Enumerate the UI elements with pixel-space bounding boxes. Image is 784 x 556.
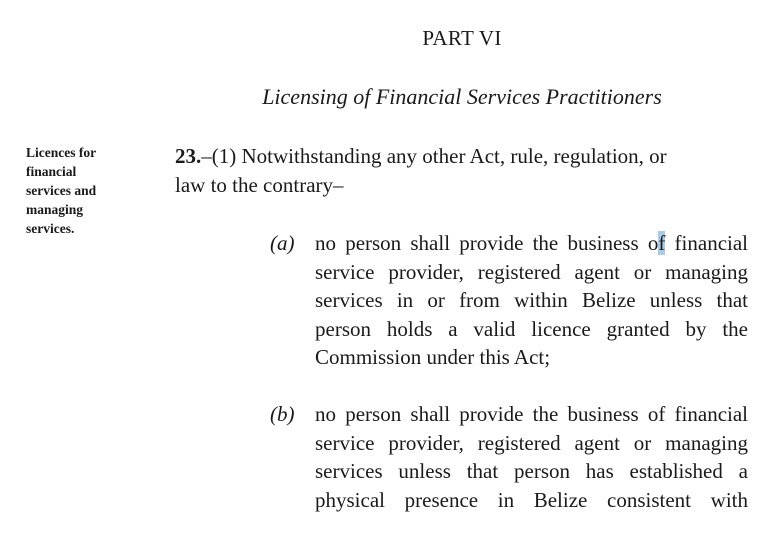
section-intro-line: law to the contrary– <box>175 173 344 197</box>
part-title: PART VI <box>422 26 502 50</box>
text-run: no person shall provide the business o <box>315 231 659 255</box>
section-intro-text: –(1) Notwithstanding any other Act, rule, regulation, or <box>201 144 667 168</box>
paragraph-text <box>315 400 748 514</box>
part-subtitle: Licensing of Financial Services Practitioners <box>262 84 662 109</box>
paragraph-label: (b) <box>270 402 295 426</box>
margin-note-line: financial <box>26 164 77 179</box>
paragraph-line: person holds a valid licence granted by the <box>315 316 748 341</box>
paragraph-line: service provider, registered agent or managing <box>315 430 748 455</box>
text-selection[interactable]: f <box>658 231 666 255</box>
paragraph-line <box>315 229 748 258</box>
paragraph-line: services unless that person has established a <box>315 459 748 483</box>
margin-note-line: Licences for <box>26 145 97 160</box>
margin-note-line: services and <box>26 183 97 198</box>
text-run: financial <box>665 231 749 255</box>
paragraph-line: no person shall provide the business of financial <box>315 402 748 426</box>
paragraph-line: service provider, registered agent or managing <box>315 259 748 284</box>
margin-note-line: services. <box>26 221 75 236</box>
section-23-intro <box>175 142 755 200</box>
paragraph-line: services in or from within Belize unless that <box>315 288 748 312</box>
section-intro-line <box>175 142 755 171</box>
margin-note-line: managing <box>26 202 84 217</box>
paragraph-label: (a) <box>270 231 295 255</box>
paragraph-line: Commission under this Act; <box>315 345 551 369</box>
paragraph-line: physical presence in Belize consistent with <box>315 487 748 512</box>
margin-note <box>26 143 146 238</box>
paragraph-text <box>315 229 748 372</box>
section-number: 23. <box>175 144 202 168</box>
